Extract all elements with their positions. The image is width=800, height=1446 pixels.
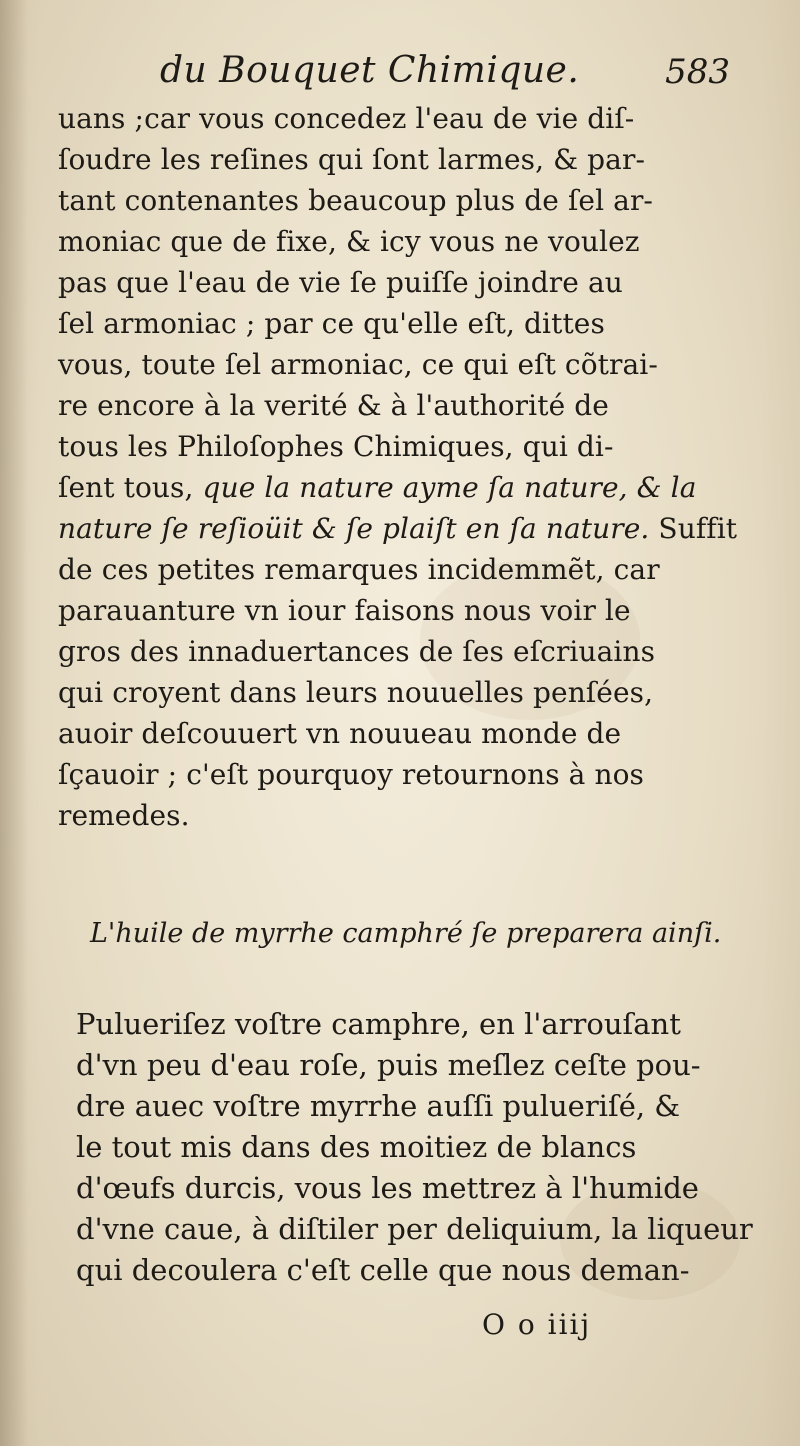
page-gutter-shadow [0,0,28,1446]
text-run: qui croyent dans leurs nouuelles penſées, [58,676,654,709]
text-line: dre auec voſtre myrrhe auſſi pulueriſé, & [76,1089,681,1123]
text-line [58,262,748,303]
text-run: uans ;car vous concedez l'eau de vie diſ- [58,102,635,135]
text-run: auoir deſcouuert vn nouueau monde de [58,717,622,750]
text-line [58,426,748,467]
text-run: vous, toute ſel armoniac, ce qui eſt cõtrai- [58,348,658,381]
text-line: d'vn peu d'eau roſe, puis meſlez ceſte pou- [76,1048,701,1082]
text-line [58,385,748,426]
text-line: le tout mis dans des moitiez de blancs [76,1130,637,1164]
text-line: d'vne caue, à diſtiler per deliquium, la liqueur [76,1212,753,1246]
text-run: gros des innaduertances de ſes eſcriuains [58,635,656,668]
text-line: d'œufs durcis, vous les mettrez à l'humide [76,1171,699,1205]
text-line [58,631,748,672]
text-run: ſel armoniac ; par ce qu'elle eſt, dittes [58,307,605,340]
text-run: ſçauoir ; c'eſt pourquoy retournons à nos [58,758,645,791]
text-run: Suffit [649,512,738,545]
text-run: tant contenantes beaucoup plus de ſel ar- [58,184,653,217]
page-number: 583 [665,52,730,92]
text-line [58,672,748,713]
paragraph-main [58,98,748,836]
signature-mark: O o iiij [482,1308,592,1341]
italic-text-run: nature ſe reſioüit & ſe plaiſt en ſa nature. [58,512,650,545]
text-line [58,180,748,221]
text-run: pas que l'eau de vie ſe puiſſe joindre au [58,266,623,299]
text-line: qui decoulera c'eſt celle que nous deman- [76,1253,690,1287]
text-line [58,467,748,508]
text-line [58,139,748,180]
text-run: remedes. [58,799,190,832]
running-title: du Bouquet Chimique. [160,50,580,91]
text-line [58,508,748,549]
text-line: Pulueriſez voſtre camphre, en l'arrouſant [76,1007,681,1041]
text-line [58,549,748,590]
text-line [58,98,748,139]
text-run: moniac que de fixe, & icy vous ne voulez [58,225,640,258]
text-run: re encore à la verité & à l'authorité de [58,389,609,422]
text-line [58,221,748,262]
text-run: ſent tous, [58,471,203,504]
italic-text-run: que la nature ayme ſa nature, & la [202,471,697,504]
page-header [60,42,740,102]
text-run: ſoudre les reſines qui ſont larmes, & par- [58,143,646,176]
text-run: tous les Philoſophes Chimiques, qui di- [58,430,614,463]
text-run: de ces petites remarques incidemmẽt, car [58,553,660,586]
text-run: parauanture vn iour faisons nous voir le [58,594,631,627]
section-title: L'huile de myrrhe camphré ſe preparera ainſi. [90,918,722,949]
paragraph-recipe [76,1004,756,1291]
text-line [58,713,748,754]
text-line [58,795,748,836]
text-line [58,344,748,385]
text-line [58,590,748,631]
text-line [58,303,748,344]
text-line [58,754,748,795]
